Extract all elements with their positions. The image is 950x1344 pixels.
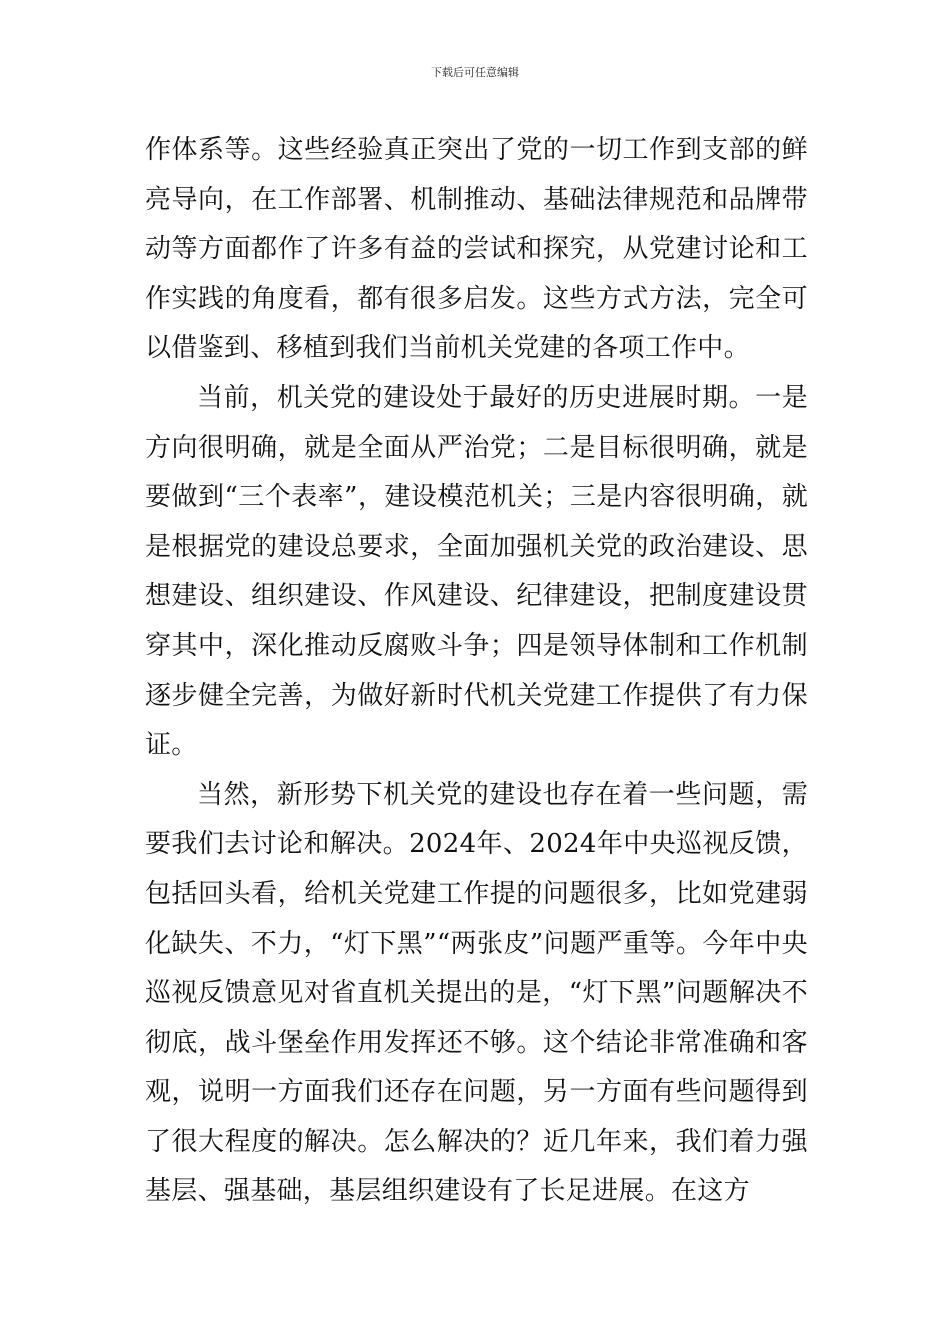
page-header-note: 下载后可任意编辑 xyxy=(431,66,519,79)
paragraph-continuation: 作体系等。这些经验真正突出了党的一切工作到支部的鲜亮导向，在工作部署、机制推动、基础法律规范和品牌带动等方面都作了许多有益的尝试和探究，从党建讨论和工作实践的角度看，都有很多启发。这些方式方法，完全可以借鉴到、移植到我们当前机关党建的各项工作中。 xyxy=(145,135,808,364)
paragraph-current-situation: 当前，机关党的建设处于最好的历史进展时期。一是方向很明确，就是全面从严治党；二是目标很明确，就是要做到“三个表率”，建设模范机关；三是内容很明确，就是根据党的建设总要求，全面加强机关党的政治建设、思想建设、组织建设、作风建设、纪律建设，把制度建设贯穿其中，深化推动反腐败斗争；四是领导体制和工作机制逐步健全完善，为做好新时代机关党建工作提供了有力保证。 xyxy=(145,382,808,761)
paragraph-problems: 当然，新形势下机关党的建设也存在着一些问题，需要我们去讨论和解决。2024年、2024年中央巡视反馈，包括回头看，给机关党建工作提的问题很多，比如党建弱化缺失、不力，“灯下黑”“两张皮”问题严重等。今年中央巡视反馈意见对省直机关提出的是，“灯下黑”问题解决不彻底，战斗堡垒作用发挥还不够。这个结论非常准确和客观，说明一方面我们还存在问题，另一方面有些问题得到了很大程度的解决。怎么解决的？近几年来，我们着力强基层、强基础，基层组织建设有了长足进展。在这方 xyxy=(145,779,808,1207)
document-body xyxy=(145,126,808,1217)
